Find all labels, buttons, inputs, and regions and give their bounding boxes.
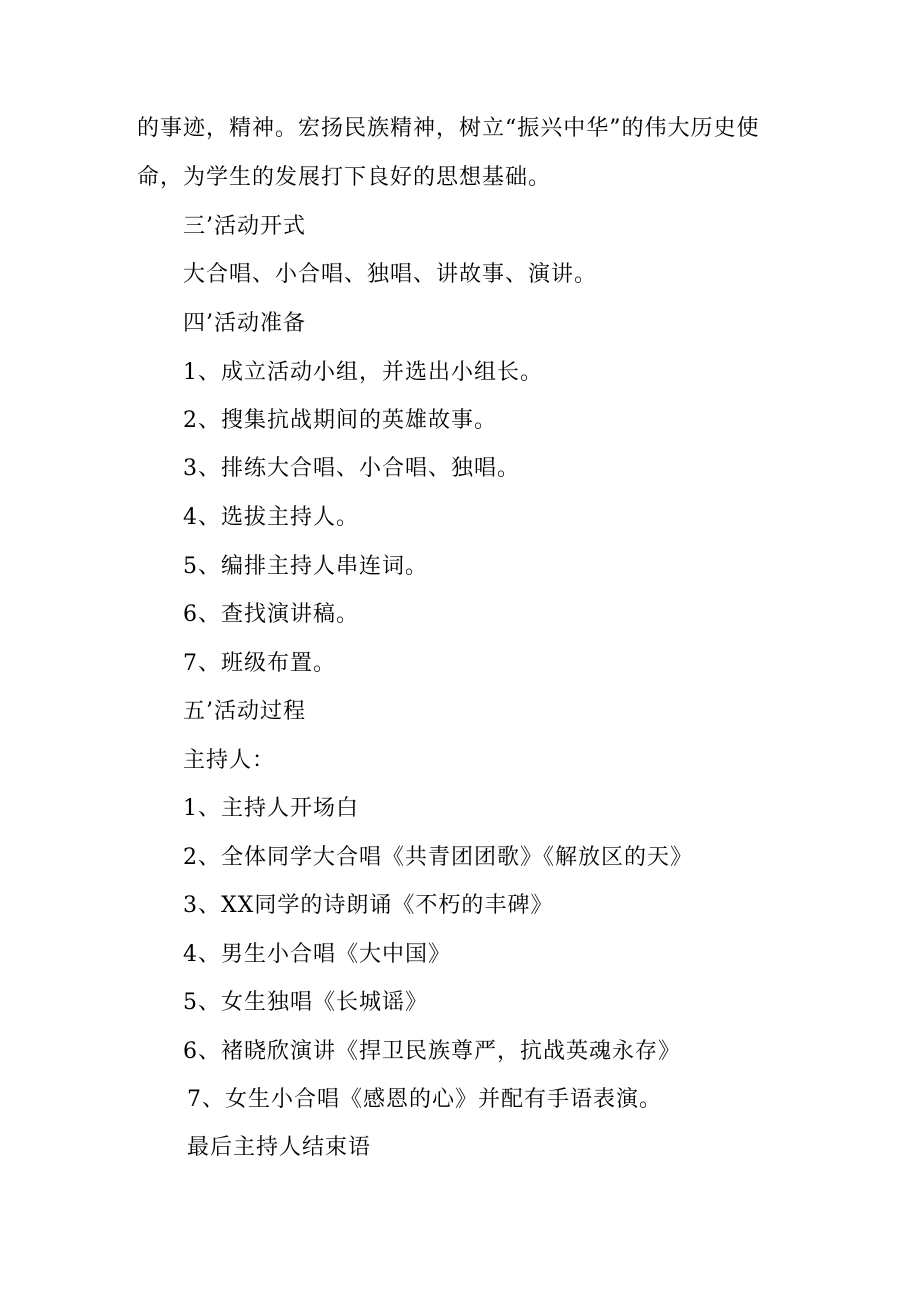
program-item-3: 3、XX同学的诗朗诵《不朽的丰碑》 [183, 893, 554, 918]
section-heading-3: 三’活动开式 [183, 214, 306, 239]
prep-item-5: 5、编排主持人串连词。 [183, 554, 428, 579]
program-item-5: 5、女生独唱《长城谣》 [183, 990, 428, 1015]
prep-item-1: 1、成立活动小组，并选出小组长。 [183, 360, 543, 385]
program-item-2: 2、全体同学大合唱《共青团团歌》《解放区的天》 [183, 845, 693, 870]
paragraph-line-2: 命，为学生的发展打下良好的思想基础。 [137, 165, 552, 190]
prep-item-3: 3、排练大合唱、小合唱、独唱。 [183, 456, 520, 481]
activity-forms: 大合唱、小合唱、独唱、讲故事、演讲。 [183, 262, 598, 287]
prep-item-2: 2、搜集抗战期间的英雄故事。 [183, 408, 497, 433]
prep-item-7: 7、班级布置。 [183, 651, 336, 676]
paragraph-line-1: 的事迹，精神。宏扬民族精神，树立“振兴中华”的伟大历史使 [137, 116, 760, 141]
program-item-6: 6、褚晓欣演讲《捍卫民族尊严，抗战英魂永存》 [183, 1039, 681, 1064]
prep-item-6: 6、查找演讲稿。 [183, 602, 359, 627]
section-heading-4: 四’活动准备 [183, 311, 306, 336]
prep-item-4: 4、选拔主持人。 [183, 505, 359, 530]
section-heading-5: 五’活动过程 [183, 699, 306, 724]
program-item-4: 4、男生小合唱《大中国》 [183, 942, 451, 967]
host-label: 主持人： [183, 748, 276, 773]
program-item-7: 7、女生小合唱《感恩的心》并配有手语表演。 [187, 1087, 662, 1112]
program-item-1: 1、主持人开场白 [183, 796, 359, 821]
closing-remarks: 最后主持人结束语 [187, 1135, 372, 1160]
